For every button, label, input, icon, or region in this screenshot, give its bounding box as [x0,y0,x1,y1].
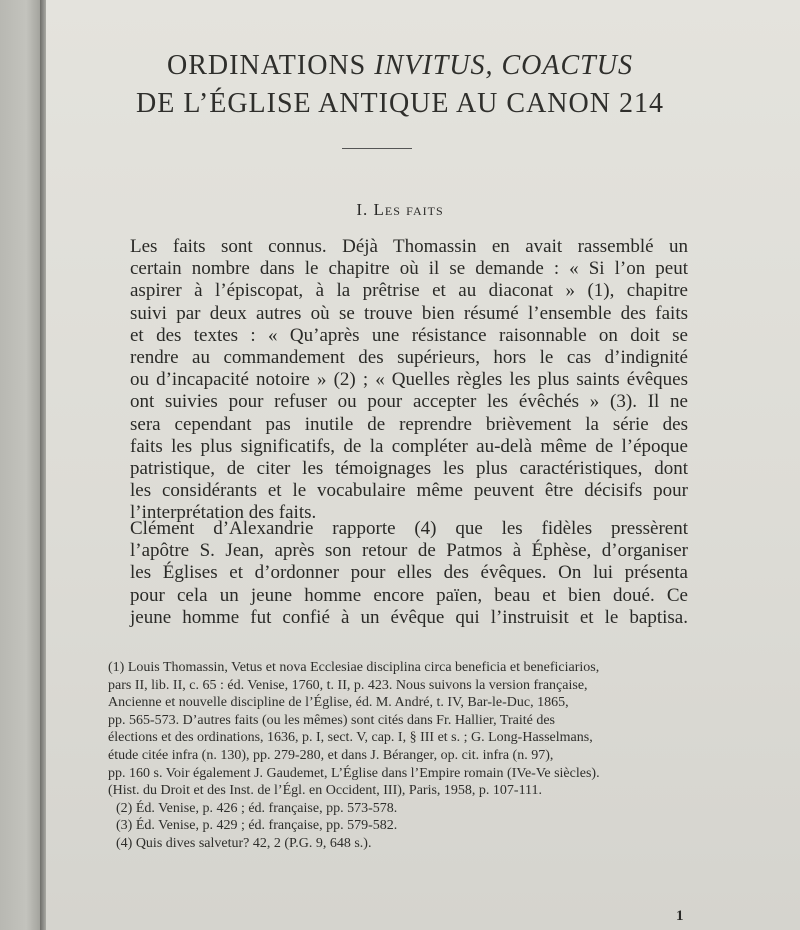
text-line: sera cependant pas inutile de reprendre brièvement la série des [130,413,688,435]
text-line: suivi par deux autres où se trouve bien résumé l’ensemble des faits [130,302,688,324]
section-title: Les faits [373,200,444,219]
title-part-plain: ORDINATIONS [167,50,375,81]
text-line: faits les plus significatifs, de la compléter au-delà même de l’époque [130,435,688,457]
paragraph-2 [130,518,688,629]
footnote-3: (3) Éd. Venise, p. 429 ; éd. française, pp. 579-582. [116,818,398,834]
section-number: I. [356,200,374,219]
text-line: les considérants et le vocabulaire même peuvent être décisifs pour [130,480,688,502]
paragraph-1 [130,236,688,525]
text-line: les Églises et d’ordonner pour elles des évêques. On lui présenta [130,562,688,584]
text-line: Clément d’Alexandrie rapporte (4) que les fidèles pressèrent [130,518,688,539]
text-line: rendre au commandement des supérieurs, hors le cas d’indignité [130,347,688,369]
title-divider [342,148,412,149]
text-line: pour cela un jeune homme encore païen, beau et bien doué. Ce [130,584,688,606]
text-line: Les faits sont connus. Déjà Thomassin en avait rassemblé un [130,236,688,257]
page-number: 1 [676,908,684,924]
footnote-2: (2) Éd. Venise, p. 426 ; éd. française, pp. 573-578. [116,800,398,816]
text-line: certain nombre dans le chapitre où il se demande : « Si l’on peut [130,258,688,280]
footnote-1-line: étude citée infra (n. 130), pp. 279-280, et dans J. Béranger, op. cit. infra (n. 97), [108,747,554,763]
text-line: ont suivies pour refuser ou pour accepter les évêchés » (3). Il ne [130,391,688,413]
chapter-title-line-2: DE L’ÉGLISE ANTIQUE AU CANON 214 [136,88,664,119]
chapter-title-line-1 [60,50,740,82]
text-line: et des textes : « Qu’après une résistance raisonnable on doit se [130,324,688,346]
footnotes [108,659,700,853]
footnote-1-line: pp. 565-573. D’autres faits (ou les mêmes) sont cités dans Fr. Hallier, Traité des [108,712,555,728]
title-part-italic: INVITUS, COACTUS [374,50,633,81]
text-line: l’interprétation des faits. [130,502,317,524]
footnote-4: (4) Quis dives salvetur? 42, 2 (P.G. 9, 648 s.). [116,835,372,851]
footnote-1-line: pars II, lib. II, c. 65 : éd. Venise, 1760, t. II, p. 423. Nous suivons la version française, [108,677,588,693]
footnote-1-line: (Hist. du Droit et des Inst. de l’Égl. en Occident, III), Paris, 1958, p. 107-111. [108,783,543,799]
section-heading [60,200,740,220]
text-line: patristique, de citer les témoignages les plus caractéristiques, dont [130,458,688,480]
footnote-1-line: Ancienne et nouvelle discipline de l’Église, éd. M. André, t. IV, Bar-le-Duc, 1865, [108,695,569,711]
facing-page-edge [0,0,44,930]
footnote-1-line: élections et des ordinations, 1636, p. I, sect. V, cap. I, § III et s. ; G. Long-Hasselmans, [108,730,593,746]
text-line: jeune homme fut confié à un évêque qui l’instruisit et le baptisa. [130,606,688,628]
footnote-1-line: pp. 160 s. Voir également J. Gaudemet, L’Église dans l’Empire romain (IVe-Ve siècles). [108,765,600,781]
text-line: aspirer à l’épiscopat, à la prêtrise et au diaconat » (1), chapitre [130,280,688,302]
text-line: ou d’incapacité notoire » (2) ; « Quelles règles les plus saints évêques [130,369,688,391]
text-line: l’apôtre S. Jean, après son retour de Patmos à Éphèse, d’organiser [130,540,688,562]
footnote-1-line: (1) Louis Thomassin, Vetus et nova Ecclesiae disciplina circa beneficia et beneficiarios, [108,660,600,675]
